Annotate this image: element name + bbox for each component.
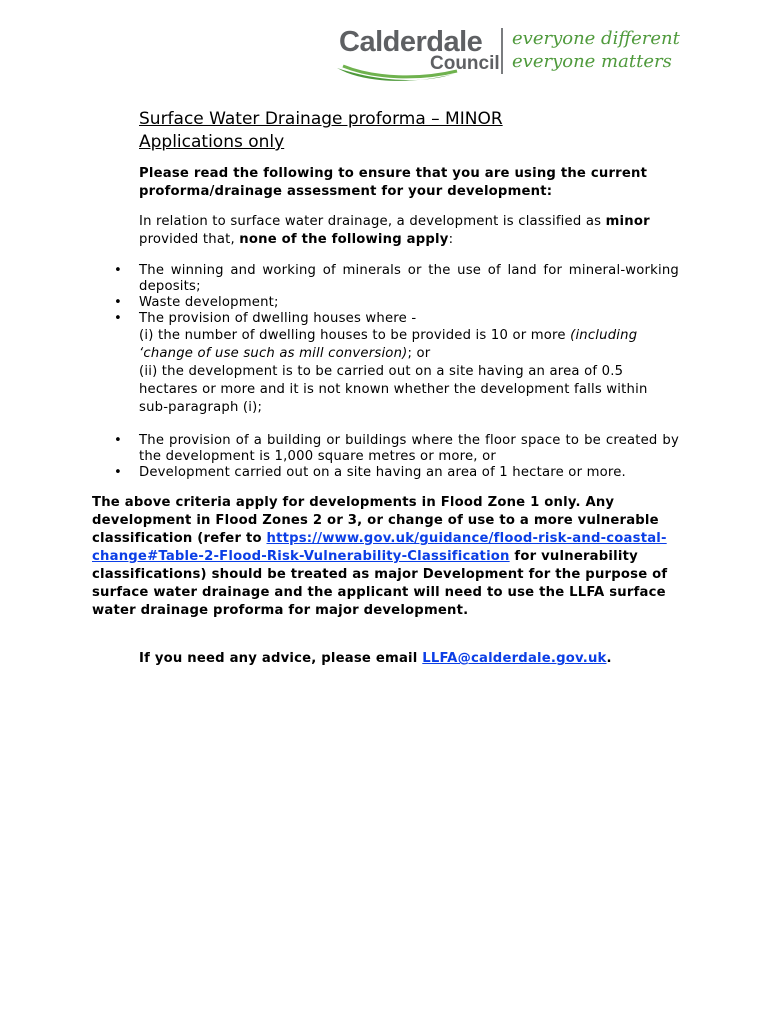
classification-text-start: In relation to surface water drainage, a development is classified as — [139, 214, 606, 229]
advice-end: . — [606, 651, 612, 666]
classification-paragraph — [139, 213, 684, 249]
tagline-line-1: everyone different — [512, 28, 680, 49]
criteria-list-1 — [114, 263, 679, 417]
tagline-line-2: everyone matters — [512, 51, 672, 72]
building-text: The provision of a building or buildings where the floor space to be created by the development is 1,000 square metres or more, or — [139, 433, 679, 464]
logo-swoosh-icon — [335, 62, 495, 86]
site-text: Development carried out on a site having an area of 1 hectare or more. — [139, 465, 626, 480]
advice-text: If you need any advice, please email — [139, 651, 423, 666]
list-item — [114, 295, 679, 311]
dwelling-i-italic: (including ‘change of use such as mill conversion) — [139, 328, 638, 361]
list-item — [114, 433, 679, 465]
list-item — [114, 465, 679, 481]
dwelling-sub-ii: (ii) the development is to be carried out on a site having an area of 0.5 hectares or more and it is not known whether the development falls within sub-paragraph (i); — [139, 364, 648, 415]
dwelling-i-end: ; or — [407, 346, 431, 361]
logo-council-text: Council — [430, 53, 500, 74]
bullet-icon: • — [114, 465, 122, 480]
llfa-email-link[interactable]: LLFA@calderdale.gov.uk — [422, 651, 607, 666]
none-apply-term: none of the following apply — [239, 232, 449, 247]
classification-text-end: : — [448, 232, 454, 247]
intro-paragraph: Please read the following to ensure that you are using the current proforma/drainage assessment for your development: — [139, 166, 648, 199]
document-title: Surface Water Drainage proforma – MINOR Applications only — [139, 109, 503, 152]
dwelling-i-text: (i) the number of dwelling houses to be provided is 10 or more — [139, 328, 571, 343]
criteria-text-start: The above criteria apply for developments in Flood Zone 1 only. Any development in Flood Zones 2 or 3, or change of use to a more vulnerable classification (refer to — [92, 495, 659, 546]
calderdale-council-logo — [335, 24, 680, 86]
classification-text-mid: provided that, — [139, 232, 240, 247]
advice-paragraph — [139, 650, 684, 668]
criteria-text-end: for vulnerability classifications) should be treated as major Development for the purpose of surface water drainage and the applicant will need to use the LLFA surface water drainage proforma for major development. — [92, 549, 668, 618]
minor-term: minor — [605, 214, 650, 229]
waste-text: Waste development; — [139, 295, 279, 310]
flood-risk-guidance-link[interactable]: https://www.gov.uk/guidance/flood-risk-and-coastal-change#Table-2-Flood-Risk-Vulnerability-Classification — [92, 531, 667, 564]
bullet-icon: • — [114, 433, 122, 448]
bullet-icon: • — [114, 263, 122, 278]
logo-divider — [501, 28, 503, 74]
logo-wordmark: Calderdale — [339, 26, 483, 58]
list-item — [114, 311, 679, 417]
criteria-list-2 — [114, 433, 679, 481]
list-item — [114, 263, 679, 295]
mineral-text: The winning and working of minerals or the use of land for mineral-working deposits; — [139, 263, 679, 294]
dwelling-lead-text: The provision of dwelling houses where - — [139, 311, 417, 326]
criteria-paragraph — [92, 494, 682, 620]
bullet-icon: • — [114, 311, 122, 326]
dwelling-sub-i — [139, 327, 679, 363]
bullet-icon: • — [114, 295, 122, 310]
